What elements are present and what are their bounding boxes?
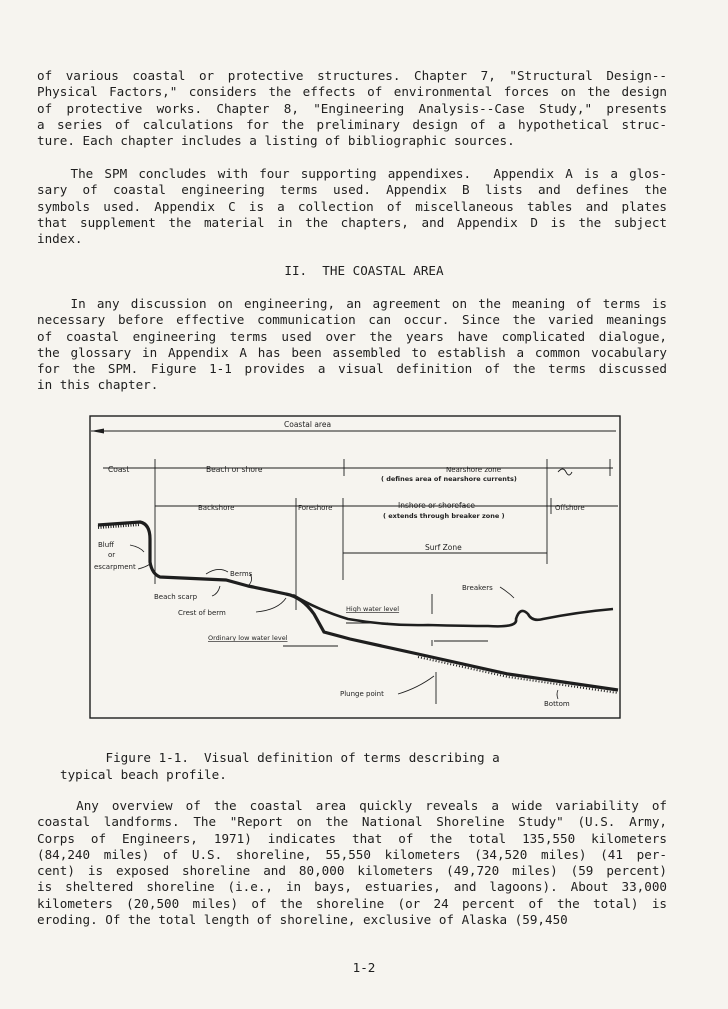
paragraph-appendixes: [37, 166, 667, 247]
inshore-label: Inshore or shoreface: [398, 501, 475, 510]
nearshore-zone-label: Nearshore zone: [446, 466, 502, 474]
backshore-label: Backshore: [198, 504, 235, 512]
crest-leader: [256, 598, 286, 612]
text-line: (84,240 miles) of U.S. shoreline, 55,550 kilometers (34,520 miles) (41 per-: [37, 846, 667, 862]
text-line: is sheltered shoreline (i.e., in bays, estuaries, and lagoons). About 33,000: [37, 879, 667, 895]
scarp-leader: [212, 586, 220, 596]
bluff-label: Bluff: [98, 541, 115, 549]
coast-label: Coast: [108, 465, 130, 474]
escarpment-label: escarpment: [94, 563, 136, 571]
offshore-label: Offshore: [555, 504, 585, 512]
text-line: the glossary in Appendix A has been assembled to establish a common vocabulary: [37, 344, 667, 360]
paragraph-terms: [37, 296, 667, 394]
text-line: Any overview of the coastal area quickly reveals a wide variability of: [37, 798, 667, 813]
high-water-level-label: High water level: [346, 605, 400, 613]
beach-scarp-label: Beach scarp: [154, 593, 198, 601]
caption-line: typical beach profile.: [60, 766, 227, 782]
text-line: eroding. Of the total length of shoreline, exclusive of Alaska (59,450: [37, 912, 568, 928]
text-line: symbols used. Appendix C is a collection of miscellaneous tables and plates: [37, 198, 667, 214]
beach-or-shore-label: Beach or shore: [206, 465, 263, 474]
beach-profile-figure: [88, 414, 624, 722]
bottom-label: Bottom: [544, 700, 570, 708]
berms-leader: [206, 569, 228, 574]
breakers-label: Breakers: [462, 584, 493, 592]
text-line: that supplement the material in the chapters, and Appendix D is the subject: [37, 214, 667, 230]
text-line: The SPM concludes with four supporting appendixes. Appendix A is a glos-: [37, 166, 667, 181]
text-line: Corps of Engineers, 1971) indicates that of the total 135,550 kilometers: [37, 830, 667, 846]
or-label: or: [108, 551, 116, 559]
text-line: In any discussion on engineering, an agreement on the meaning of terms is: [37, 296, 667, 311]
text-line: index.: [37, 231, 83, 247]
text-line: ture. Each chapter includes a listing of bibliographic sources.: [37, 133, 515, 149]
figure-frame: [90, 416, 620, 718]
paragraph-chapters: [37, 68, 667, 149]
text-line: kilometers (20,500 miles) of the shoreline (or 24 percent of the total) is: [37, 895, 667, 911]
text-line: coastal landforms. The "Report on the National Shoreline Study" (U.S. Army,: [37, 814, 667, 830]
page-number: 1-2: [352, 960, 376, 975]
bottom-leader: [557, 690, 558, 699]
nearshore-note: ( defines area of nearshore currents): [381, 475, 517, 483]
plunge-leader: [398, 676, 434, 694]
ordinary-low-water-level-label: Ordinary low water level: [208, 634, 288, 642]
foreshore-label: Foreshore: [298, 504, 333, 512]
caption-line: Figure 1-1. Visual definition of terms describing a: [60, 750, 500, 765]
text-line: cent) is exposed shoreline and 80,000 kilometers (49,720 miles) (59 percent): [37, 863, 667, 879]
text-line: Physical Factors," considers the effects of environmental forces on the design: [37, 84, 667, 100]
text-line: sary of coastal engineering terms used. Appendix B lists and defines the: [37, 182, 667, 198]
section-heading: II. THE COASTAL AREA: [284, 263, 444, 278]
text-line: a series of calculations for the preliminary design of a hypothetical struc-: [37, 116, 667, 132]
arrowhead: [91, 429, 104, 434]
text-line: of coastal engineering terms used over the years have complicated dialogue,: [37, 328, 667, 344]
text-line: for the SPM. Figure 1-1 provides a visual definition of the terms discussed: [37, 361, 667, 377]
paragraph-shoreline: [37, 798, 667, 928]
escarpment-leader: [138, 564, 150, 569]
text-line: in this chapter.: [37, 377, 159, 393]
inshore-note: ( extends through breaker zone ): [383, 512, 505, 520]
text-line: of various coastal or protective structures. Chapter 7, "Structural Design--: [37, 68, 667, 83]
text-line: necessary before effective communication can occur. Since the varied meanings: [37, 312, 667, 328]
breakers-leader: [500, 587, 514, 598]
break-mark: [558, 469, 572, 475]
surf-zone-label: Surf Zone: [425, 543, 462, 552]
text-line: of protective works. Chapter 8, "Engineering Analysis--Case Study," presents: [37, 100, 667, 116]
figure-caption: [60, 750, 600, 783]
crest-of-berm-label: Crest of berm: [178, 609, 226, 617]
berms-label: Berms: [230, 570, 253, 578]
bluff-leader: [130, 545, 144, 552]
coastal-area-label: Coastal area: [284, 420, 332, 429]
water-surface-line: [293, 595, 613, 626]
plunge-point-label: Plunge point: [340, 690, 384, 698]
